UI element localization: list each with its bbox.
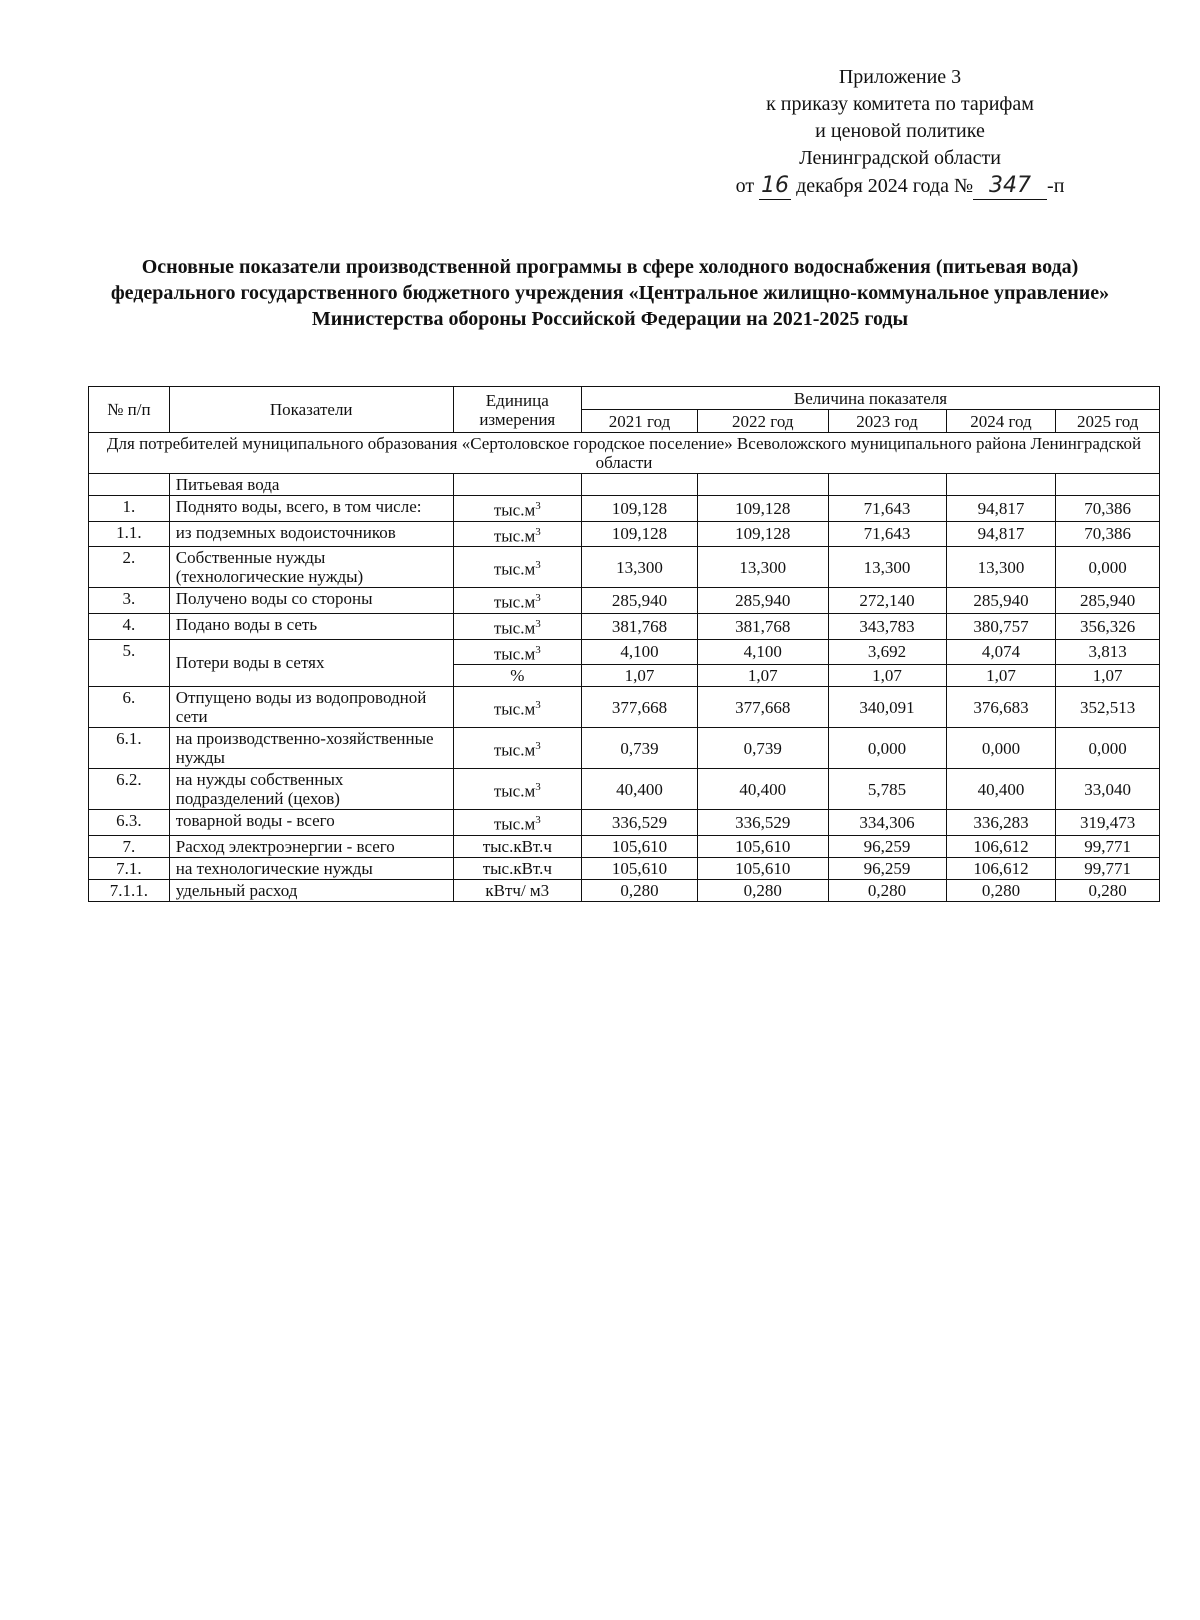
value-cell: 272,140 xyxy=(828,588,946,614)
value-cell: 0,280 xyxy=(582,879,698,901)
row-name: на производственно-хозяйственные нужды xyxy=(169,728,453,769)
table-row xyxy=(89,835,1160,857)
unit-text: тыс.м xyxy=(493,559,536,579)
value-cell: 352,513 xyxy=(1056,687,1160,728)
row-name: Расход электроэнергии - всего xyxy=(169,835,453,857)
value-cell: 1,07 xyxy=(698,665,829,687)
row-unit xyxy=(453,857,581,879)
value-cell: 4,100 xyxy=(698,639,829,665)
value-cell: 285,940 xyxy=(1056,588,1160,614)
row-code: 2. xyxy=(89,547,170,588)
empty-cell xyxy=(453,474,581,496)
row-unit xyxy=(453,810,581,836)
value-cell: 96,259 xyxy=(828,835,946,857)
row-unit xyxy=(453,588,581,614)
consumers-cell: Для потребителей муниципального образования «Сертоловское городское поселение» Всеволожского муниципального района Ленинградской области xyxy=(89,433,1160,474)
unit-text: тыс.м xyxy=(493,644,536,664)
value-cell: 376,683 xyxy=(946,687,1056,728)
appendix-line: Ленинградской области xyxy=(799,147,1001,169)
value-cell: 109,128 xyxy=(582,496,698,522)
table-row xyxy=(89,879,1160,901)
table-row xyxy=(89,857,1160,879)
value-cell: 109,128 xyxy=(698,521,829,547)
unit-text: % xyxy=(510,666,525,686)
unit-text: тыс.м xyxy=(493,592,536,612)
unit-superscript: 3 xyxy=(535,643,541,656)
value-cell: 13,300 xyxy=(698,547,829,588)
value-cell: 0,739 xyxy=(582,728,698,769)
value-cell: 13,300 xyxy=(828,547,946,588)
header-year: 2022 год xyxy=(698,410,829,433)
unit-superscript: 3 xyxy=(535,592,541,605)
value-cell: 4,100 xyxy=(582,639,698,665)
indicators-table xyxy=(88,386,1160,902)
row-code: 1.1. xyxy=(89,521,170,547)
value-cell: 380,757 xyxy=(946,613,1056,639)
value-cell: 1,07 xyxy=(828,665,946,687)
row-unit xyxy=(453,728,581,769)
unit-superscript: 3 xyxy=(535,698,541,711)
table-row xyxy=(89,810,1160,836)
table-row xyxy=(89,521,1160,547)
value-cell: 336,283 xyxy=(946,810,1056,836)
row-name: Получено воды со стороны xyxy=(169,588,453,614)
value-cell: 105,610 xyxy=(698,857,829,879)
appendix-line: Приложение 3 xyxy=(838,66,962,88)
appendix-line: к приказу комитета по тарифам xyxy=(766,93,1034,115)
unit-superscript: 3 xyxy=(535,525,541,538)
empty-cell xyxy=(89,474,170,496)
row-name: Собственные нужды (технологические нужды) xyxy=(169,547,453,588)
row-code: 5. xyxy=(89,639,170,687)
value-cell: 94,817 xyxy=(946,496,1056,522)
empty-cell xyxy=(828,474,946,496)
order-reference xyxy=(700,172,1100,200)
row-unit xyxy=(453,835,581,857)
header-year: 2025 год xyxy=(1056,410,1160,433)
row-unit xyxy=(453,521,581,547)
value-cell: 343,783 xyxy=(828,613,946,639)
value-cell: 0,280 xyxy=(1056,879,1160,901)
table-row xyxy=(89,769,1160,810)
section-label: Питьевая вода xyxy=(169,474,453,496)
header-unit: Единица измерения xyxy=(453,387,581,433)
value-cell: 40,400 xyxy=(698,769,829,810)
row-name: Подано воды в сеть xyxy=(169,613,453,639)
value-cell: 71,643 xyxy=(828,496,946,522)
row-unit xyxy=(453,687,581,728)
row-code: 7.1.1. xyxy=(89,879,170,901)
unit-superscript: 3 xyxy=(535,558,541,571)
order-number-handwritten: 347 xyxy=(973,172,1047,200)
value-cell: 106,612 xyxy=(946,835,1056,857)
table-row xyxy=(89,496,1160,522)
value-cell: 106,612 xyxy=(946,857,1056,879)
table-row xyxy=(89,728,1160,769)
table-row xyxy=(89,639,1160,665)
row-code: 6.2. xyxy=(89,769,170,810)
value-cell: 334,306 xyxy=(828,810,946,836)
order-prefix: от xyxy=(735,175,755,197)
row-unit xyxy=(453,879,581,901)
value-cell: 105,610 xyxy=(582,857,698,879)
order-middle: декабря 2024 года № xyxy=(796,175,974,197)
empty-cell xyxy=(1056,474,1160,496)
value-cell: 13,300 xyxy=(946,547,1056,588)
value-cell: 377,668 xyxy=(698,687,829,728)
value-cell: 1,07 xyxy=(582,665,698,687)
unit-superscript: 3 xyxy=(535,814,541,827)
row-code: 6. xyxy=(89,687,170,728)
value-cell: 96,259 xyxy=(828,857,946,879)
empty-cell xyxy=(698,474,829,496)
row-name: из подземных водоисточников xyxy=(169,521,453,547)
value-cell: 33,040 xyxy=(1056,769,1160,810)
value-cell: 336,529 xyxy=(698,810,829,836)
row-name: на технологические нужды xyxy=(169,857,453,879)
table-row xyxy=(89,613,1160,639)
unit-text: тыс.м xyxy=(493,500,536,520)
row-code: 1. xyxy=(89,496,170,522)
document-title: Основные показатели производственной программы в сфере холодного водоснабжения (питьевая вода) федерального государственного бюджетного учреждения «Центральное жилищно-коммунальное управление» Министерства обороны Российской Федерации на 2021-2025 годы xyxy=(110,256,1110,330)
value-cell: 319,473 xyxy=(1056,810,1160,836)
row-unit xyxy=(453,665,581,687)
unit-text: тыс.м xyxy=(493,699,536,719)
table-row xyxy=(89,547,1160,588)
value-cell: 336,529 xyxy=(582,810,698,836)
row-code: 6.1. xyxy=(89,728,170,769)
header-value: Величина показателя xyxy=(582,387,1160,410)
row-code: 7.1. xyxy=(89,857,170,879)
appendix-block xyxy=(700,64,1100,200)
value-cell: 285,940 xyxy=(698,588,829,614)
empty-cell xyxy=(946,474,1056,496)
value-cell: 99,771 xyxy=(1056,835,1160,857)
value-cell: 0,739 xyxy=(698,728,829,769)
value-cell: 340,091 xyxy=(828,687,946,728)
row-code: 4. xyxy=(89,613,170,639)
value-cell: 0,280 xyxy=(946,879,1056,901)
order-day-handwritten: 16 xyxy=(761,173,790,198)
value-cell: 0,000 xyxy=(946,728,1056,769)
appendix-line: и ценовой политике xyxy=(815,120,985,142)
unit-superscript: 3 xyxy=(535,780,541,793)
row-name: на нужды собственных подразделений (цехов) xyxy=(169,769,453,810)
value-cell: 0,280 xyxy=(828,879,946,901)
empty-cell xyxy=(582,474,698,496)
value-cell: 109,128 xyxy=(698,496,829,522)
value-cell: 13,300 xyxy=(582,547,698,588)
row-name: удельный расход xyxy=(169,879,453,901)
consumers-row xyxy=(89,433,1160,474)
header-indicator: Показатели xyxy=(169,387,453,433)
row-unit xyxy=(453,496,581,522)
unit-text: тыс.м xyxy=(493,618,536,638)
row-name: товарной воды - всего xyxy=(169,810,453,836)
unit-text: кВтч/ м3 xyxy=(485,880,550,900)
value-cell: 71,643 xyxy=(828,521,946,547)
table-row xyxy=(89,588,1160,614)
value-cell: 1,07 xyxy=(946,665,1056,687)
value-cell: 70,386 xyxy=(1056,496,1160,522)
unit-text: тыс.м xyxy=(493,526,536,546)
header-year: 2021 год xyxy=(582,410,698,433)
value-cell: 4,074 xyxy=(946,639,1056,665)
value-cell: 109,128 xyxy=(582,521,698,547)
row-code: 3. xyxy=(89,588,170,614)
value-cell: 70,386 xyxy=(1056,521,1160,547)
order-suffix: -п xyxy=(1047,175,1065,197)
unit-text: тыс.кВт.ч xyxy=(482,836,552,856)
value-cell: 381,768 xyxy=(582,613,698,639)
value-cell: 3,813 xyxy=(1056,639,1160,665)
section-row xyxy=(89,474,1160,496)
value-cell: 3,692 xyxy=(828,639,946,665)
value-cell: 356,326 xyxy=(1056,613,1160,639)
value-cell: 0,000 xyxy=(1056,728,1160,769)
value-cell: 40,400 xyxy=(946,769,1056,810)
row-code: 6.3. xyxy=(89,810,170,836)
header-num: № п/п xyxy=(89,387,170,433)
header-year: 2023 год xyxy=(828,410,946,433)
value-cell: 285,940 xyxy=(582,588,698,614)
value-cell: 0,000 xyxy=(828,728,946,769)
value-cell: 381,768 xyxy=(698,613,829,639)
value-cell: 0,280 xyxy=(698,879,829,901)
row-unit xyxy=(453,613,581,639)
unit-text: тыс.м xyxy=(493,814,536,834)
value-cell: 285,940 xyxy=(946,588,1056,614)
value-cell: 5,785 xyxy=(828,769,946,810)
unit-superscript: 3 xyxy=(535,617,541,630)
unit-superscript: 3 xyxy=(535,500,541,512)
unit-text: тыс.кВт.ч xyxy=(482,858,552,878)
unit-text: тыс.м xyxy=(493,740,536,760)
unit-superscript: 3 xyxy=(535,739,541,752)
table-row xyxy=(89,687,1160,728)
value-cell: 1,07 xyxy=(1056,665,1160,687)
value-cell: 105,610 xyxy=(582,835,698,857)
value-cell: 0,000 xyxy=(1056,547,1160,588)
value-cell: 40,400 xyxy=(582,769,698,810)
row-unit xyxy=(453,639,581,665)
row-name: Отпущено воды из водопроводной сети xyxy=(169,687,453,728)
value-cell: 94,817 xyxy=(946,521,1056,547)
unit-text: тыс.м xyxy=(493,781,536,801)
value-cell: 99,771 xyxy=(1056,857,1160,879)
row-code: 7. xyxy=(89,835,170,857)
header-year: 2024 год xyxy=(946,410,1056,433)
value-cell: 105,610 xyxy=(698,835,829,857)
row-unit xyxy=(453,769,581,810)
row-unit xyxy=(453,547,581,588)
row-name: Поднято воды, всего, в том числе: xyxy=(169,496,453,522)
value-cell: 377,668 xyxy=(582,687,698,728)
row-name: Потери воды в сетях xyxy=(169,639,453,687)
